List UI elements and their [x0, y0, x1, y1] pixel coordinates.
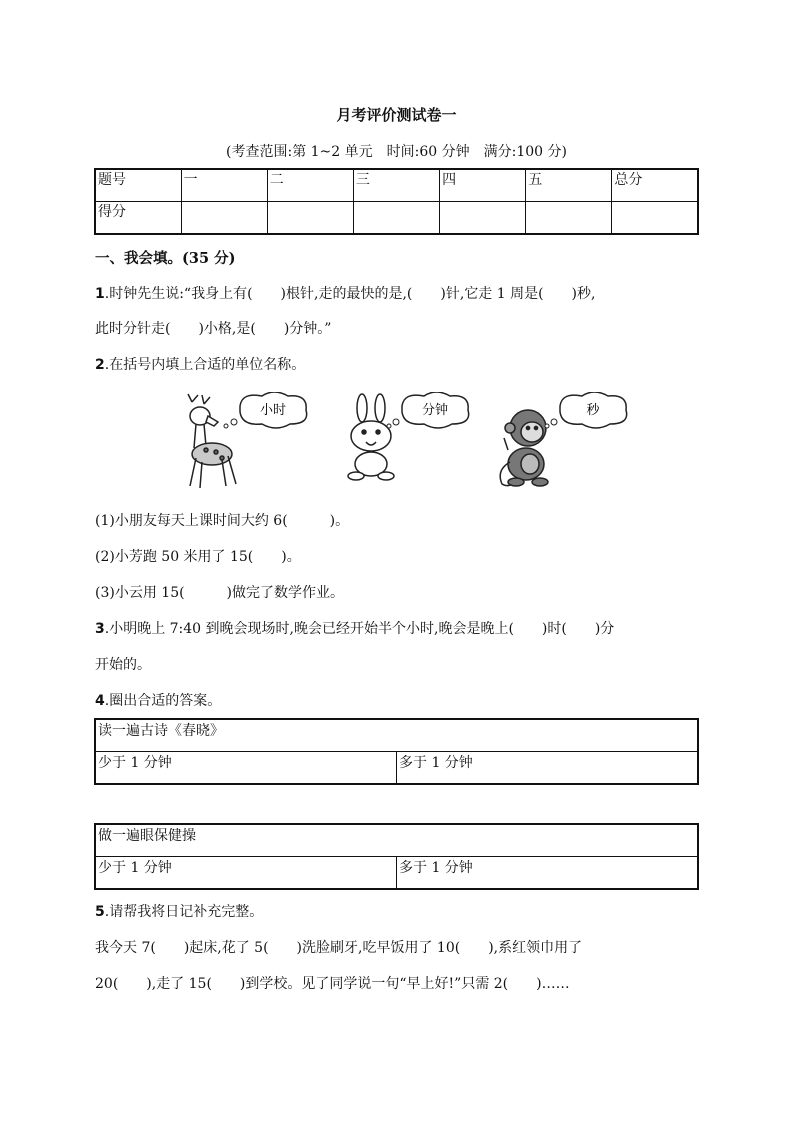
- score-blank-cell[interactable]: [440, 202, 526, 235]
- question-3-line2: 开始的。: [95, 657, 151, 673]
- animals-illustration: [170, 392, 660, 492]
- question-text: .在括号内填上合适的单位名称。: [104, 357, 306, 373]
- question-number: 2: [95, 357, 105, 373]
- question-text: .时钟先生说:“我身上有( )根针,走的最快的是,( )针,它走 1 周是( )秒,: [104, 286, 596, 302]
- exam-scope-info: (考查范围:第 1~2 单元 时间:60 分钟 满分:100 分): [226, 144, 567, 160]
- bubble-label: 分钟: [421, 403, 449, 418]
- question-text: .请帮我将日记补充完整。: [104, 904, 264, 920]
- choice-table: [94, 823, 699, 890]
- score-header-cell: 题号: [95, 169, 181, 202]
- question-5-prompt: [95, 901, 263, 921]
- question-5-line2: 20( ),走了 15( )到学校。见了同学说一句“早上好!”只需 2( )……: [95, 976, 570, 992]
- score-table-header-row: [95, 169, 698, 202]
- question-2-item: (1)小朋友每天上课时间大约 6( )。: [95, 513, 350, 529]
- choice-table-title: 做一遍眼保健操: [95, 824, 698, 857]
- bubble-label: 秒: [586, 403, 600, 418]
- score-blank-cell[interactable]: [612, 202, 698, 235]
- bubble-label: 小时: [259, 403, 287, 418]
- choice-option[interactable]: 少于 1 分钟: [95, 752, 397, 785]
- choice-table: [94, 718, 699, 785]
- score-blank-cell[interactable]: [267, 202, 353, 235]
- rabbit-icon: [348, 394, 394, 480]
- deer-icon: [188, 394, 236, 488]
- page-title: 月考评价测试卷一: [336, 106, 457, 124]
- question-number: 4: [95, 693, 105, 709]
- section-heading: 一、我会填。(35 分): [95, 250, 236, 267]
- choice-option[interactable]: 多于 1 分钟: [397, 752, 699, 785]
- score-header-cell: 五: [526, 169, 612, 202]
- question-3-line1: [95, 618, 614, 638]
- monkey-icon: [500, 410, 548, 486]
- choice-option[interactable]: 多于 1 分钟: [397, 857, 699, 890]
- score-blank-cell[interactable]: [526, 202, 612, 235]
- question-number: 5: [95, 904, 105, 920]
- question-1-line1: [95, 283, 595, 303]
- question-5-line1: 我今天 7( )起床,花了 5( )洗脸刷牙,吃早饭用了 10( ),系红领巾用了: [95, 940, 583, 956]
- question-2-prompt: [95, 354, 305, 374]
- score-header-cell: 三: [353, 169, 439, 202]
- choice-table-title: 读一遍古诗《春晓》: [95, 719, 698, 752]
- score-header-cell: 四: [440, 169, 526, 202]
- score-table-score-row: [95, 202, 698, 235]
- score-blank-cell[interactable]: [181, 202, 267, 235]
- score-row-label: 得分: [95, 202, 181, 235]
- score-blank-cell[interactable]: [353, 202, 439, 235]
- question-2-item: (3)小云用 15( )做完了数学作业。: [95, 585, 345, 601]
- question-text: .圈出合适的答案。: [104, 693, 222, 709]
- question-number: 3: [95, 621, 105, 637]
- score-table: [94, 168, 699, 235]
- score-header-cell: 一: [181, 169, 267, 202]
- score-header-cell: 二: [267, 169, 353, 202]
- question-4-prompt: [95, 690, 221, 710]
- question-1-line2: 此时分针走( )小格,是( )分钟。”: [95, 321, 332, 337]
- score-header-cell: 总分: [612, 169, 698, 202]
- question-2-item: (2)小芳跑 50 米用了 15( )。: [95, 549, 301, 565]
- question-text: .小明晚上 7:40 到晚会现场时,晚会已经开始半个小时,晚会是晚上( )时( )分: [104, 621, 615, 637]
- question-number: 1: [95, 286, 105, 302]
- choice-option[interactable]: 少于 1 分钟: [95, 857, 397, 890]
